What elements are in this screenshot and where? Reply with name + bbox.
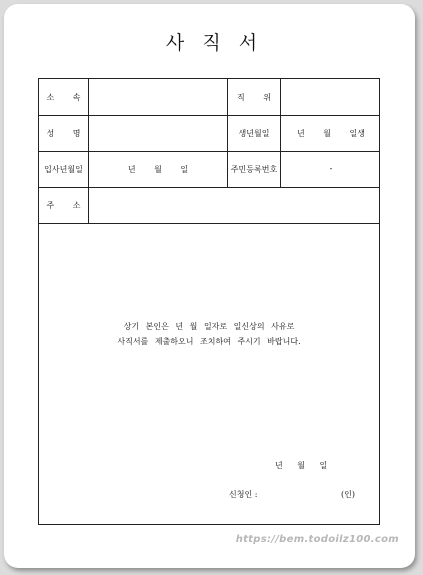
address-label: 주 소: [46, 201, 81, 210]
hire-date-field[interactable]: 년 월 일: [127, 165, 189, 174]
name-label: 성 명: [46, 129, 81, 138]
resident-number-label: 주민등록번호: [230, 165, 278, 174]
position-label: 직 위: [237, 93, 271, 102]
applicant-signature: [229, 489, 355, 500]
column-divider: [88, 79, 89, 223]
applicant-label: 신청인 :: [229, 490, 258, 499]
birthdate-field[interactable]: 년 월 일생: [297, 129, 365, 138]
row-divider: [39, 151, 379, 152]
document-title: 사 직 서: [165, 32, 258, 54]
resignation-statement: [39, 319, 379, 349]
statement-line-2: 사직서를 제출하오니 조치하여 주시기 바랍니다.: [117, 337, 301, 346]
resignation-form: [38, 78, 380, 525]
row-divider: [39, 115, 379, 116]
resident-number-field[interactable]: -: [329, 164, 333, 173]
watermark-text: https://bem.todoilz100.com: [235, 534, 399, 545]
birthdate-label: 생년월일: [238, 129, 270, 138]
department-label: 소 속: [46, 93, 81, 102]
row-divider: [39, 223, 379, 224]
submission-date: 년 월 일: [275, 461, 328, 470]
hire-date-label: 입사년월일: [44, 165, 83, 174]
seal-mark: (인): [341, 490, 355, 499]
statement-line-1: 상기 본인은 년 월 일자로 일신상의 사유로: [123, 322, 295, 331]
row-divider: [39, 187, 379, 188]
